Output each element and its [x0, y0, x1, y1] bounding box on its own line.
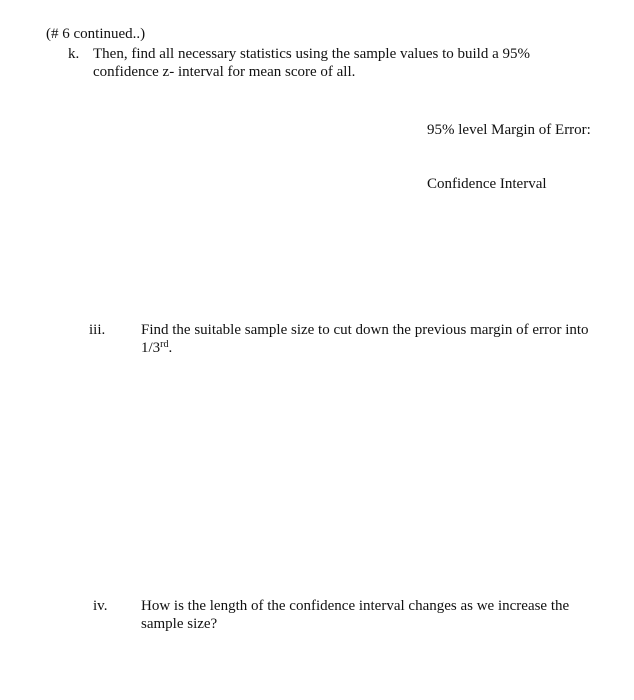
- continued-heading: (# 6 continued..): [46, 26, 146, 42]
- item-k-line-1: Then, find all necessary statistics using the sample values to build a 95%: [93, 46, 530, 62]
- confidence-interval-label: Confidence Interval: [427, 176, 547, 192]
- item-iii-line-1: Find the suitable sample size to cut down the previous margin of error into: [141, 322, 589, 338]
- item-k-marker: k.: [68, 46, 80, 62]
- fraction-text: 1/3: [141, 340, 161, 356]
- item-iv-line-2: sample size?: [141, 616, 218, 632]
- item-iii-text: [141, 321, 626, 357]
- item-iv-marker: iv.: [93, 598, 108, 614]
- item-k-text: [93, 45, 593, 81]
- item-k-line-2: confidence z- interval for mean score of all.: [93, 64, 356, 80]
- ordinal-superscript: rd: [160, 339, 169, 350]
- item-iv-text: [141, 597, 611, 633]
- item-iii-line-2: [141, 339, 626, 357]
- item-iv-line-1: How is the length of the confidence interval changes as we increase the: [141, 598, 570, 614]
- item-iii-marker: iii.: [89, 322, 106, 338]
- margin-of-error-label: 95% level Margin of Error:: [427, 122, 591, 138]
- period-text: .: [168, 340, 173, 356]
